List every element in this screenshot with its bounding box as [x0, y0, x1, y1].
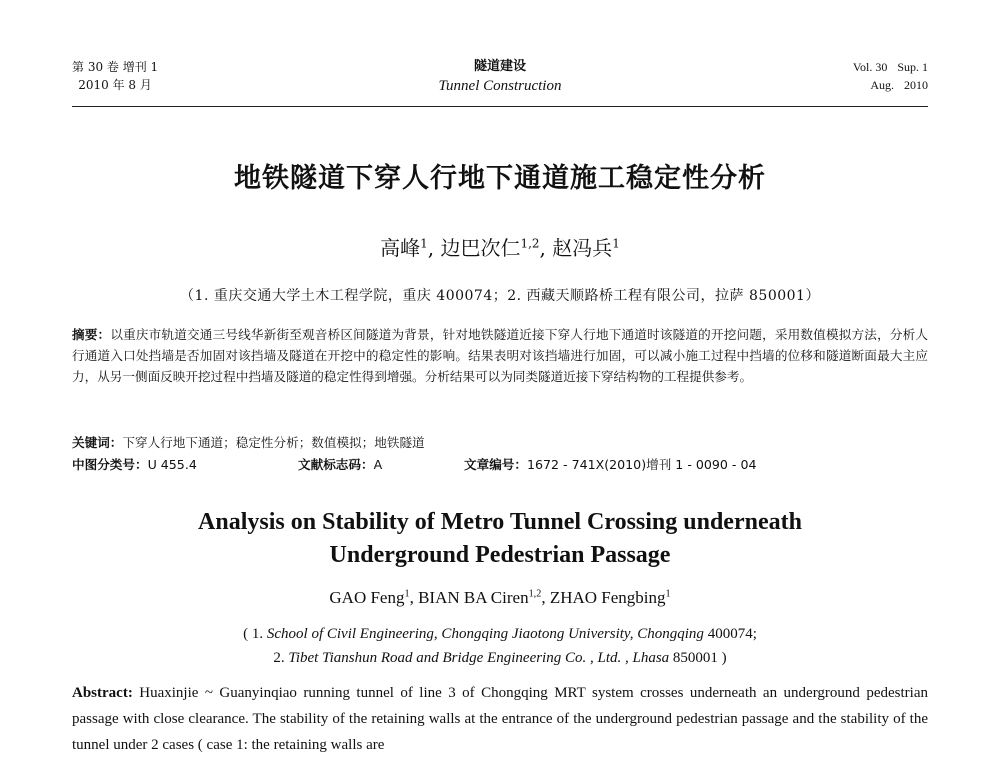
volume-cn: 第 30 卷 增刊 1 — [72, 60, 159, 74]
abstract-cn — [72, 324, 928, 387]
author-sep: , — [541, 588, 550, 607]
author-name: GAO Feng — [329, 588, 405, 607]
abstract-cn-label: 摘要： — [72, 327, 111, 342]
year-en: 2010 — [904, 78, 928, 92]
clc-number — [72, 454, 197, 473]
supplement-en: Sup. 1 — [897, 60, 928, 74]
keywords-cn — [72, 432, 928, 451]
author-sep: , — [409, 588, 419, 607]
abstract-en-text: Huaxinjie ~ Guanyinqiao running tunnel of line 3 of Chongqing MRT system crosses underneath an underground pedestrian passage with close clearance. The stability of the retaining walls at the entrance of the underground pedestrian passage and the stability of the tunnel under 2 cases ( case 1: the retaining walls are — [72, 685, 928, 753]
author-affil-mark: 1 — [665, 588, 671, 600]
author-affil-mark: 1 — [404, 588, 410, 600]
journal-name-cn: 隧道建设 — [473, 59, 526, 74]
author-sep: , — [539, 236, 553, 260]
journal-name — [72, 58, 928, 96]
affiliation-en-2 — [0, 646, 1000, 670]
affil-prefix: ( 1. — [243, 626, 267, 642]
abstract-en — [72, 680, 928, 758]
date-cn: 2010 年 8 月 — [78, 78, 152, 92]
affiliations-cn: （1. 重庆交通大学土木工程学院，重庆 400074；2. 西藏天顺路桥工程有限公司，拉萨 850001） — [180, 288, 820, 304]
month-en: Aug. — [870, 78, 894, 92]
affil-postcode: 850001 ) — [669, 650, 727, 666]
doc-label: 文献标志码： — [298, 457, 374, 472]
abstract-cn-text: 以重庆市轨道交通三号线华新街至观音桥区间隧道为背景，针对地铁隧道近接下穿人行地下通道时该隧道的开挖问题，采用数值模拟方法，分析人行通道入口处挡墙是否加固对该挡墙及隧道在开挖中的稳定性的影响。结果表明对该挡墙进行加固，可以减小施工过程中挡墙的位移和隧道断面最大主应力，从另一侧面反映开挖过程中挡墙及隧道的稳定性得到增强。分析结果可以为同类隧道近接下穿结构物的工程提供参考。 — [72, 327, 929, 384]
affil-prefix: 2. — [273, 650, 289, 666]
keywords-cn-label: 关键词： — [72, 435, 123, 450]
author-affil-mark: 1,2 — [528, 588, 542, 600]
clc-value: U 455.4 — [147, 457, 197, 472]
affil-postcode: 400074; — [703, 626, 757, 642]
author-affil-mark: 1 — [420, 236, 428, 251]
authors-en — [0, 588, 1000, 608]
keywords-cn-text: 下穿人行地下通道；稳定性分析；数值模拟；地铁隧道 — [122, 435, 425, 450]
article-number — [464, 454, 757, 473]
author-name: BIAN BA Ciren — [418, 588, 529, 607]
paper-title-en-line1: Analysis on Stability of Metro Tunnel Crossing underneath — [198, 509, 802, 535]
author-name: ZHAO Fengbing — [549, 588, 666, 607]
affiliation-en-1 — [0, 622, 1000, 646]
author-affil-mark: 1,2 — [520, 236, 540, 251]
author-name: 边巴次仁 — [440, 236, 521, 260]
author-name: 赵冯兵 — [552, 236, 613, 260]
issue-info-en — [853, 58, 928, 94]
volume-en: Vol. 30 — [852, 60, 888, 74]
author-sep: , — [427, 236, 441, 260]
authors-cn — [0, 232, 1000, 261]
paper-title-cn: 地铁隧道下穿人行地下通道施工稳定性分析 — [234, 163, 766, 194]
doc-value: A — [373, 457, 383, 472]
affiliations-en — [0, 622, 1000, 670]
document-code — [298, 454, 382, 473]
author-affil-mark: 1 — [612, 236, 620, 251]
paper-title-en-line2: Underground Pedestrian Passage — [329, 542, 671, 568]
article-value: 1672 - 741X(2010)增刊 1 - 0090 - 04 — [526, 457, 757, 472]
paper-title-en — [0, 506, 1000, 572]
affil-institution: Tibet Tianshun Road and Bridge Engineering Co. , Ltd. , Lhasa — [288, 650, 670, 666]
abstract-en-label: Abstract: — [72, 685, 133, 701]
journal-header — [72, 50, 928, 107]
journal-name-en: Tunnel Construction — [438, 78, 562, 94]
author-name: 高峰 — [380, 236, 421, 260]
affil-institution: School of Civil Engineering, Chongqing Jiaotong University, Chongqing — [266, 626, 704, 642]
clc-label: 中图分类号： — [72, 457, 148, 472]
article-label: 文章编号： — [464, 457, 527, 472]
